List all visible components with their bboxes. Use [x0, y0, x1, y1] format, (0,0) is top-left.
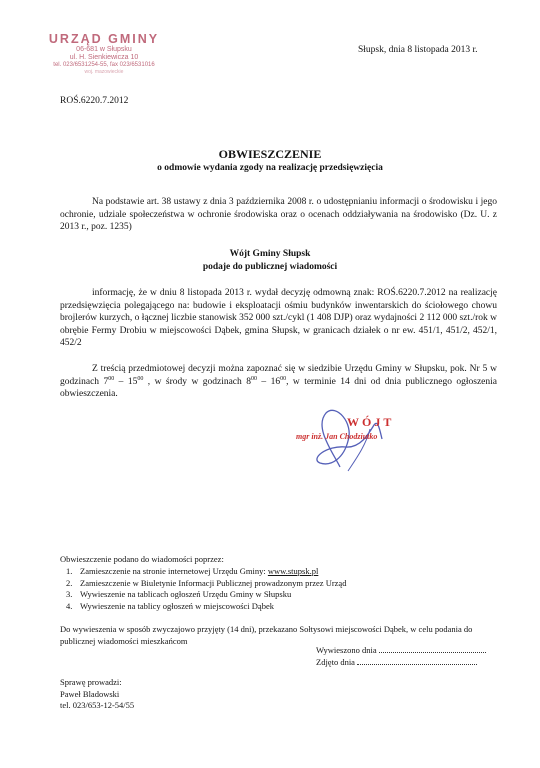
posted-date-label: Wywieszono dnia	[316, 645, 377, 655]
contact-block	[60, 677, 134, 712]
publication-list	[60, 566, 346, 612]
announcement-heading: podaje do publicznej wiadomości	[202, 262, 338, 272]
list-item	[60, 578, 346, 590]
list-item-text: Zamieszczenie w Biuletynie Informacji Publicznej prowadzonym przez Urząd	[80, 577, 347, 588]
inspection-paragraph	[60, 363, 497, 401]
time-sup-4: 00	[280, 375, 287, 382]
signature-block	[296, 405, 426, 480]
list-item-number: 4.	[66, 600, 73, 611]
removed-date-label: Zdjęto dnia	[316, 657, 355, 667]
decision-paragraph: informację, że w dniu 8 listopada 2013 r. wydał decyzję odmowną znak: ROŚ.6220.7.2012 na realizację przedsięwzięcia polegającego na: budowie i eksploatacji ośmiu budynków inwentarskich do ściołowego chowu brojlerów kurzych, o łącznej liczbie stanowisk 352 000 szt./cykl (1 408 DJP) oraz wydajności 2 112 000 szt./rok w obrębie Fermy Drobiu w miejscowości Dąbek, gmina Słupsk, w granicach działek o nr ew. 451/1, 451/2, 452/1, 452/2	[60, 288, 497, 349]
list-item-number: 3.	[66, 589, 73, 599]
notice-title: OBWIESZCZENIE	[218, 147, 322, 161]
stamp-phone-line: tel. 023/6531254-55, fax 023/6531016	[53, 62, 155, 68]
list-item	[60, 601, 346, 613]
inspection-text-e: , w terminie 14 dni od dnia publicznego ogłoszenia obwieszczenia.	[60, 376, 498, 400]
contact-phone: tel. 023/653-12-54/55	[60, 700, 135, 710]
authority-heading: Wójt Gminy Słupsk	[229, 249, 311, 259]
contact-label: Sprawę prowadzi:	[60, 677, 122, 687]
contact-name: Paweł Bladowski	[60, 688, 120, 699]
list-item-text: Zamieszczenie na stronie internetowej Urzędu Gminy:	[80, 566, 268, 576]
stamp-postal-line: 06-681 w Słupsku	[76, 46, 132, 53]
reference-number: ROŚ.6220.7.2012	[60, 96, 129, 106]
list-item	[60, 566, 346, 578]
list-item-text: Wywieszenie na tablicy ogłoszeń w miejscowości Dąbek	[80, 600, 274, 611]
time-sup-1: 00	[108, 375, 115, 382]
removed-date-blank	[357, 663, 477, 665]
notice-subtitle: o odmowie wydania zgody na realizację przedsięwzięcia	[157, 163, 383, 173]
inspection-text-a: Z treścią przedmiotowej decyzji można zapoznać się w siedzibie Urzędu Gminy w Słupsku, pok. Nr 5 w godzinach 7	[60, 364, 497, 387]
list-item-number: 1.	[66, 566, 73, 576]
posted-date-blank	[379, 651, 486, 653]
posting-note: Do wywieszenia w sposób zwyczajowo przyjęty (14 dni), przekazano Sołtysowi miejscowości Dąbek, w celu podania do publicznej wiadomości mieszkańcom	[60, 624, 473, 646]
website-link[interactable]: www.stupsk.pl	[267, 566, 319, 576]
inspection-text-d: – 16	[256, 376, 281, 387]
publication-intro: Obwieszczenie podano do wiadomości poprzez:	[60, 554, 224, 564]
time-sup-2: 00	[137, 375, 144, 382]
date-place: Słupsk, dnia 8 listopada 2013 r.	[358, 45, 478, 55]
posted-date-field	[316, 645, 486, 655]
legal-basis-paragraph: Na podstawie art. 38 ustawy z dnia 3 października 2008 r. o udostępnianiu informacji o środowisku i jego ochronie, udziale społeczeństwa w ochronie środowiska oraz o ocenach oddziaływania na środowisko (Dz. U. z 2013 r., poz. 1235)	[60, 197, 497, 233]
inspection-text-c: , w środy w godzinach 8	[143, 376, 251, 387]
time-sup-3: 00	[250, 375, 257, 382]
stamp-region-line: woj. mazowieckie	[84, 69, 124, 75]
signature-role: WÓJT	[347, 415, 395, 429]
signature-name: mgr inż. Jan Chodziutko	[296, 432, 378, 441]
list-item-number: 2.	[66, 577, 73, 588]
stamp-office-name: URZĄD GMINY	[48, 32, 160, 46]
removed-date-field	[316, 657, 477, 667]
stamp-street-line: ul. H. Sienkiewicza 10	[69, 54, 139, 61]
office-stamp	[34, 32, 174, 75]
list-item	[60, 589, 346, 601]
inspection-text-b: – 15	[114, 376, 138, 387]
list-item-text: Wywieszenie na tablicach ogłoszeń Urzędu Gminy w Słupsku	[80, 589, 292, 599]
